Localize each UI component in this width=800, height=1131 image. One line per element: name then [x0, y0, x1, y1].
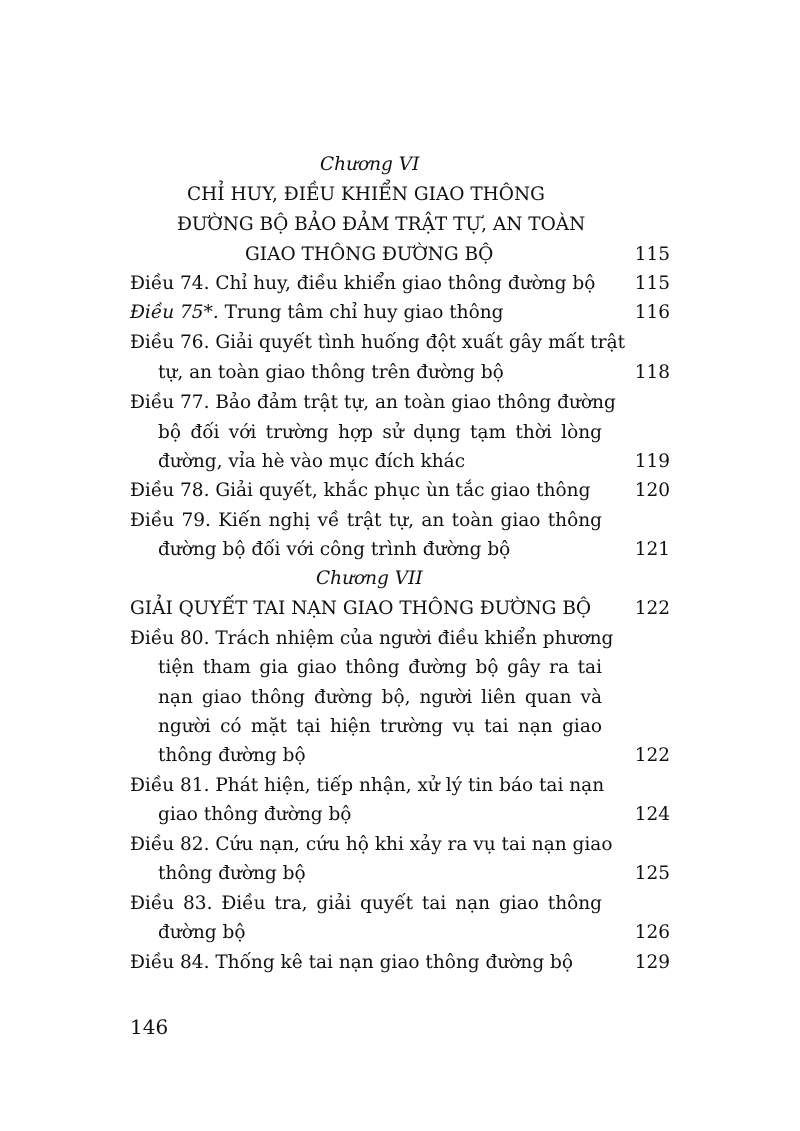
chapter-7-title: GIẢI QUYẾT TAI NẠN GIAO THÔNG ĐƯỜNG BỘ — [130, 598, 592, 619]
toc-entry-dieu-74 — [130, 269, 670, 299]
chapter-7-title-row — [130, 594, 670, 624]
dieu-84-text: Điều 84. Thống kê tai nạn giao thông đường bộ — [130, 952, 574, 973]
dieu-77-line-2: bộ đối với trường hợp sử dụng tạm thời lòng — [158, 422, 602, 443]
chapter-7-label: Chương VII — [316, 568, 423, 589]
dieu-80-line-5: thông đường bộ — [158, 745, 306, 766]
dieu-75-text: Trung tâm chỉ huy giao thông — [218, 302, 504, 323]
dieu-75-page: 116 — [634, 302, 670, 323]
chapter-6-title-line-2: ĐƯỜNG BỘ BẢO ĐẢM TRẬT TỰ, AN TOÀN — [177, 214, 586, 235]
dieu-83-line-1: Điều 83. Điều tra, giải quyết tai nạn giao thông — [130, 893, 602, 914]
dieu-77-line-1: Điều 77. Bảo đảm trật tự, an toàn giao thông đường — [130, 392, 616, 413]
dieu-79-line-1: Điều 79. Kiến nghị về trật tự, an toàn giao thông — [130, 510, 602, 531]
dieu-79-line-2: đường bộ đối với công trình đường bộ — [158, 539, 511, 560]
dieu-76-page: 118 — [634, 362, 670, 383]
dieu-74-page: 115 — [634, 273, 670, 294]
page-number: 146 — [130, 1015, 169, 1039]
dieu-78-text: Điều 78. Giải quyết, khắc phục ùn tắc giao thông — [130, 480, 591, 501]
toc-entry-dieu-75 — [130, 298, 670, 328]
dieu-77-page: 119 — [634, 451, 670, 472]
dieu-81-line-1: Điều 81. Phát hiện, tiếp nhận, xử lý tin báo tai nạn — [130, 775, 605, 796]
chapter-6-title-line-1: CHỈ HUY, ĐIỀU KHIỂN GIAO THÔNG — [187, 184, 545, 205]
dieu-80-line-2: tiện tham gia giao thông đường bộ gây ra tai — [158, 657, 602, 678]
chapter-6-title-line-3: GIAO THÔNG ĐƯỜNG BỘ — [245, 244, 494, 265]
dieu-74-text: Điều 74. Chỉ huy, điều khiển giao thông đường bộ — [130, 273, 596, 294]
dieu-75-prefix: Điều 75*. — [130, 302, 219, 323]
dieu-76-line-1: Điều 76. Giải quyết tình huống đột xuất gây mất trật — [130, 332, 626, 353]
dieu-80-line-4: người có mặt tại hiện trường vụ tai nạn giao — [158, 716, 602, 737]
dieu-81-page: 124 — [634, 804, 670, 825]
dieu-78-page: 120 — [634, 480, 670, 501]
chapter-6-page: 115 — [634, 244, 670, 265]
dieu-80-page: 122 — [634, 745, 670, 766]
dieu-80-line-1: Điều 80. Trách nhiệm của người điều khiển phương — [130, 628, 614, 649]
dieu-79-page: 121 — [634, 539, 670, 560]
dieu-82-line-2: thông đường bộ — [158, 863, 306, 884]
toc-entry-dieu-84 — [130, 948, 670, 978]
dieu-77-line-3: đường, vỉa hè vào mục đích khác — [158, 451, 466, 472]
dieu-76-line-2: tự, an toàn giao thông trên đường bộ — [158, 362, 504, 383]
dieu-82-line-1: Điều 82. Cứu nạn, cứu hộ khi xảy ra vụ tai nạn giao — [130, 834, 613, 855]
dieu-83-line-2: đường bộ — [158, 922, 246, 943]
dieu-81-line-2: giao thông đường bộ — [158, 804, 352, 825]
dieu-83-page: 126 — [634, 922, 670, 943]
dieu-80-line-3: nạn giao thông đường bộ, người liên quan và — [158, 687, 602, 708]
chapter-7-page: 122 — [634, 598, 670, 619]
dieu-84-page: 129 — [634, 952, 670, 973]
toc-entry-dieu-78 — [130, 476, 670, 506]
dieu-82-page: 125 — [634, 863, 670, 884]
chapter-6-label: Chương VI — [320, 154, 420, 175]
